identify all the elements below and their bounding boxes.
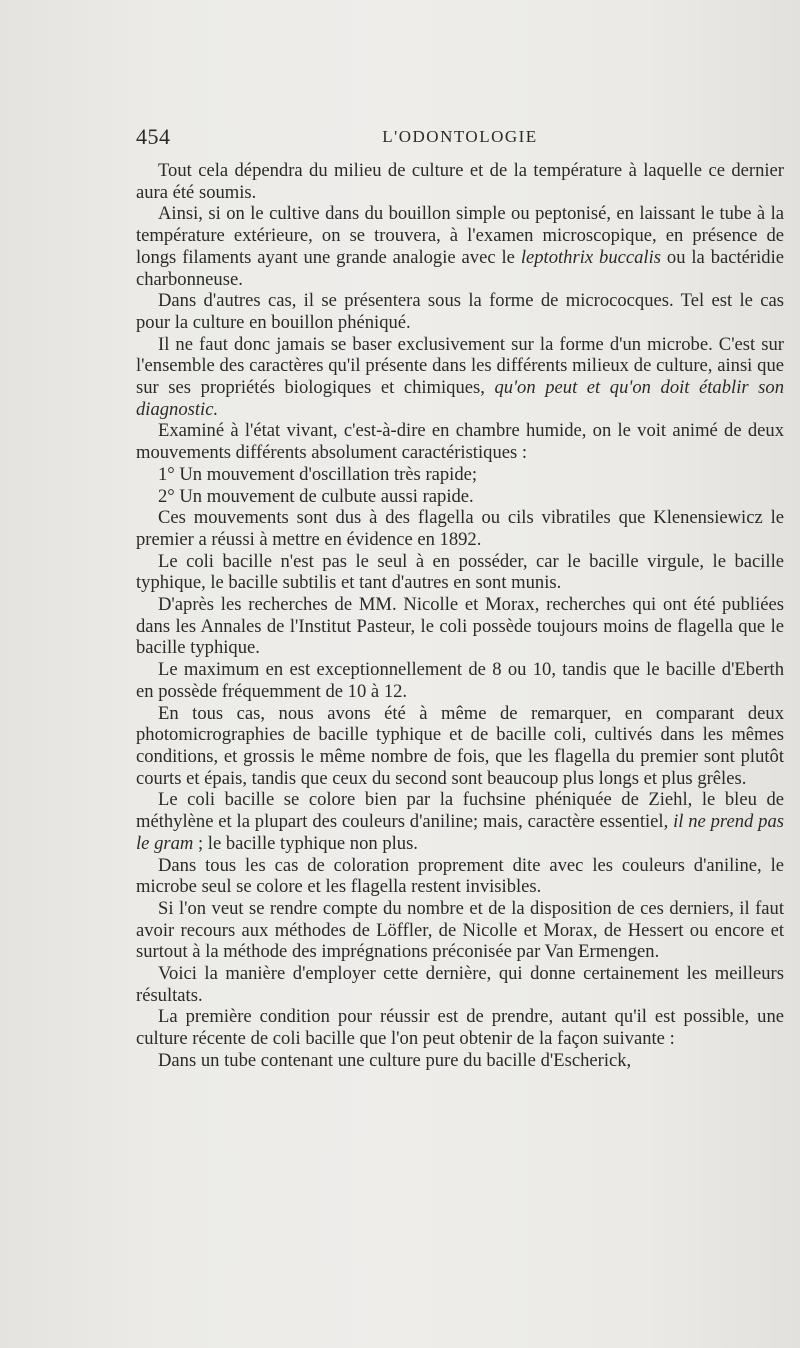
text-run: ou la bactéridie charbonneuse. xyxy=(136,246,784,290)
text-run: 2° Un mouvement de culbute aussi rapide. xyxy=(158,485,474,507)
text-run: En tous cas, nous avons été à même de remarquer, en comparant deux photomicrographies de bacille typhique et de bacille coli, cultivés dans les mêmes conditions, et grossis le même nombre de fois, que les flagella du premier sont plutôt courts et épais, tandis que ceux du second sont beaucoup plus longs et plus grêles. xyxy=(136,702,784,789)
italic-text: leptothrix buccalis xyxy=(520,246,661,268)
text-run: Il ne faut donc jamais se baser exclusivement sur la forme d'un microbe. C'est sur l'ensemble des caractères qu'il présente dans les différents milieux de culture, ainsi que sur ses propriétés biologiques et chimiques, xyxy=(136,333,784,399)
paragraph xyxy=(136,659,784,702)
italic-text: il ne prend pas le gram xyxy=(136,811,784,854)
text-run: 1° Un mouvement d'oscillation très rapide; xyxy=(158,463,478,485)
text-run: Examiné à l'état vivant, c'est-à-dire en chambre humide, on le voit animé de deux mouvements différents absolument caractéristiques : xyxy=(136,420,784,464)
running-title: L'ODONTOLOGIE xyxy=(382,127,538,146)
paragraph xyxy=(136,898,784,963)
text-run: Le maximum en est exceptionnellement de 8 ou 10, tandis que le bacille d'Eberth en possède fréquemment de 10 à 12. xyxy=(136,659,784,702)
italic-text: qu'on peut et qu'on doit établir son diagnostic. xyxy=(136,377,784,420)
paragraph xyxy=(136,464,784,486)
paragraph xyxy=(136,160,784,203)
text-run: Ainsi, si on le cultive dans du bouillon simple ou peptonisé, en laissant le tube à la température extérieure, on se trouvera, à l'examen microscopique, en présence de longs filaments ayant une grande analogie avec le xyxy=(136,203,784,268)
paragraph xyxy=(136,334,784,421)
paragraph xyxy=(136,855,784,898)
page-header xyxy=(136,124,784,152)
paragraph xyxy=(136,551,784,594)
paragraph xyxy=(136,1006,784,1049)
text-run: Dans un tube contenant une culture pure du bacille d'Escherick, xyxy=(158,1049,632,1071)
page-number: 454 xyxy=(136,124,171,149)
text-run: Le coli bacille se colore bien par la fuchsine phéniquée de Ziehl, le bleu de méthylène et la plupart des couleurs d'aniline; mais, caractère essentiel, xyxy=(136,789,784,833)
paragraph xyxy=(136,963,784,1006)
text-run: Ces mouvements sont dus à des flagella ou cils vibratiles que Klenensiewicz le premier a réussi à mettre en évidence en 1892. xyxy=(136,507,784,550)
paragraph xyxy=(136,420,784,463)
paragraph xyxy=(136,486,784,508)
paragraph xyxy=(136,290,784,333)
paragraph xyxy=(136,203,784,290)
text-run: Dans d'autres cas, il se présentera sous la forme de micrococques. Tel est le cas pour la culture en bouillon phéniqué. xyxy=(136,290,784,333)
text-run: ; le bacille typhique non plus. xyxy=(193,832,418,854)
paragraph xyxy=(136,789,784,854)
body-text xyxy=(136,160,784,1072)
text-run: Voici la manière d'employer cette dernière, qui donne certainement les meilleurs résultats. xyxy=(136,963,784,1006)
paragraph xyxy=(136,703,784,790)
paragraph xyxy=(136,1050,784,1072)
paragraph xyxy=(136,594,784,659)
text-run: Dans tous les cas de coloration proprement dite avec les couleurs d'aniline, le microbe seul se colore et les flagella restent invisibles. xyxy=(136,854,784,898)
text-run: Le coli bacille n'est pas le seul à en posséder, car le bacille virgule, le bacille typhique, le bacille subtilis et tant d'autres en sont munis. xyxy=(136,550,784,594)
text-run: D'après les recherches de MM. Nicolle et Morax, recherches qui ont été publiées dans les Annales de l'Institut Pasteur, le coli possède toujours moins de flagella que le bacille typhique. xyxy=(136,594,784,659)
text-run: Tout cela dépendra du milieu de culture et de la température à laquelle ce dernier aura été soumis. xyxy=(136,160,784,203)
text-run: Si l'on veut se rendre compte du nombre et de la disposition de ces derniers, il faut avoir recours aux méthodes de Löffler, de Nicolle et Morax, de Hessert ou encore et surtout à la méthode des imprégnations préconisée par Van Ermengen. xyxy=(136,897,784,963)
text-run: La première condition pour réussir est de prendre, autant qu'il est possible, une culture récente de coli bacille que l'on peut obtenir de la façon suivante : xyxy=(136,1006,784,1050)
paragraph xyxy=(136,507,784,550)
